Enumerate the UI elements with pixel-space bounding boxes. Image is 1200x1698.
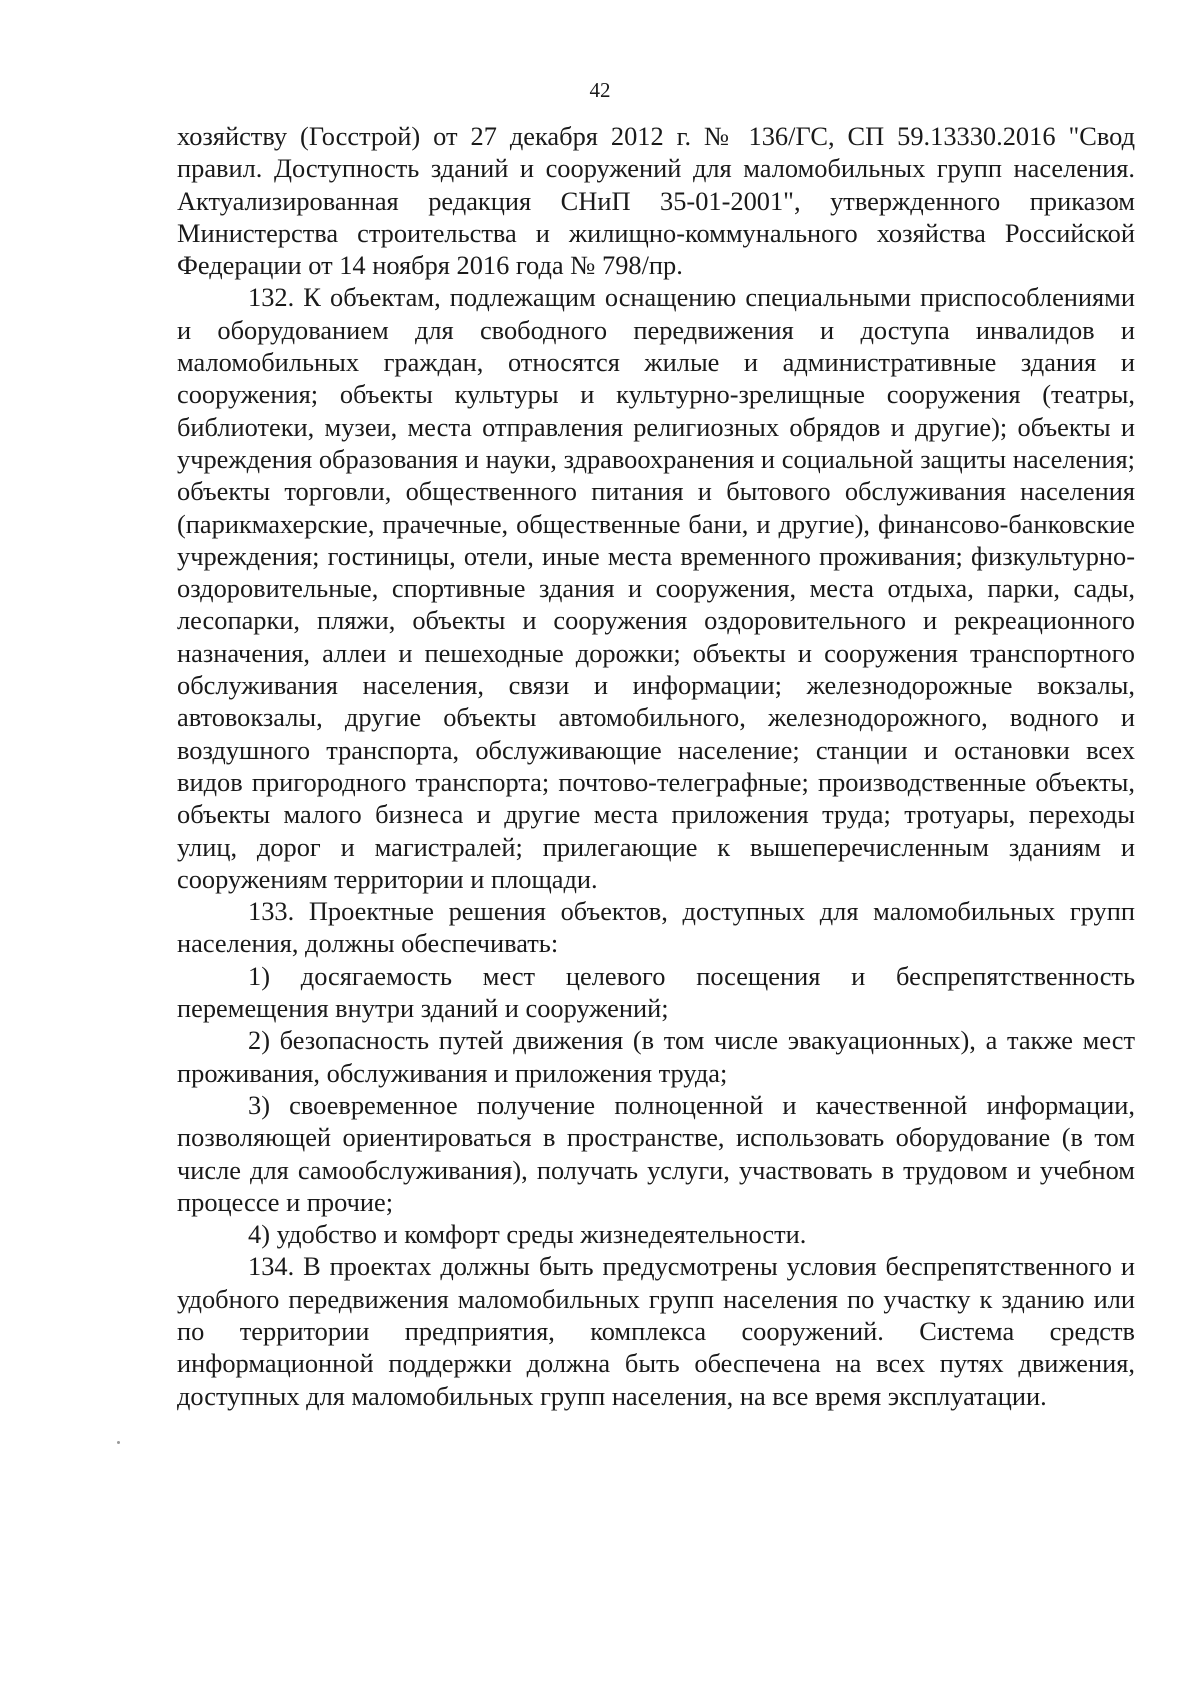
page-number: 42 [589, 78, 611, 102]
paragraph-item-132: 132. К объектам, подлежащим оснащению специальными приспособлениями и оборудованием для свободного передвижения и доступа инвалидов и маломобильных граждан, относятся жилые и административные здания и сооружения; объекты культуры и культурно-зрелищные сооружения (театры, библиотеки, музеи, места отправления религиозных обрядов и другие); объекты и учреждения образования и науки, здравоохранения и социальной защиты населения; объекты торговли, общественного питания и бытового обслуживания населения (парикмахерские, прачечные, общественные бани, и другие), финансово-банковские учреждения; гостиницы, отели, иные места временного проживания; физкультурно-оздоровительные, спортивные здания и сооружения, места отдыха, парки, сады, лесопарки, пляжи, объекты и сооружения оздоровительного и рекреационного назначения, аллеи и пешеходные дорожки; объекты и сооружения транспортного обслуживания населения, связи и информации; железнодорожные вокзалы, автовокзалы, другие объекты автомобильного, железнодорожного, водного и воздушного транспорта, обслуживающие население; станции и остановки всех видов пригородного транспорта; почтово-телеграфные; производственные объекты, объекты малого бизнеса и другие места приложения труда; тротуары, переходы улиц, дорог и магистралей; прилегающие к вышеперечисленным зданиям и сооружениям территории и площади. [177, 282, 1135, 894]
list-item-1: 1) досягаемость мест целевого посещения и беспрепятственность перемещения внутри зданий и сооружений; [177, 960, 1135, 1024]
paragraph-item-133: 133. Проектные решения объектов, доступных для маломобильных групп населения, должны обеспечивать: [177, 896, 1135, 959]
list-item-2: 2) безопасность путей движения (в том числе эвакуационных), а также мест проживания, обслуживания и приложения труда; [177, 1025, 1135, 1088]
list-item-3: 3) своевременное получение полноценной и качественной информации, позволяющей ориентироваться в пространстве, использовать оборудование (в том числе для самообслуживания), получать услуги, участвовать в трудовом и учебном процессе и прочие; [177, 1089, 1135, 1217]
list-item-4: 4) удобство и комфорт среды жизнедеятельности. [248, 1219, 807, 1250]
document-body [177, 120, 1135, 1412]
paragraph-item-134: 134. В проектах должны быть предусмотрены условия беспрепятственного и удобного передвижения маломобильных групп населения по участку к зданию или по территории предприятия, комплекса сооружений. Система средств информационной поддержки должна быть обеспечена на всех путях движения, доступных для маломобильных групп населения, на все время эксплуатации. [177, 1251, 1135, 1411]
paragraph-continuation: хозяйству (Госстрой) от 27 декабря 2012 г. № 136/ГС, СП 59.13330.2016 "Свод правил. Доступность зданий и сооружений для маломобильных групп населения. Актуализированная редакция СНиП 35-01-2001", утвержденного приказом Министерства строительства и жилищно-коммунального хозяйства Российской Федерации от 14 ноября 2016 года № 798/пр. [177, 121, 1135, 281]
scan-speck [117, 1441, 120, 1444]
